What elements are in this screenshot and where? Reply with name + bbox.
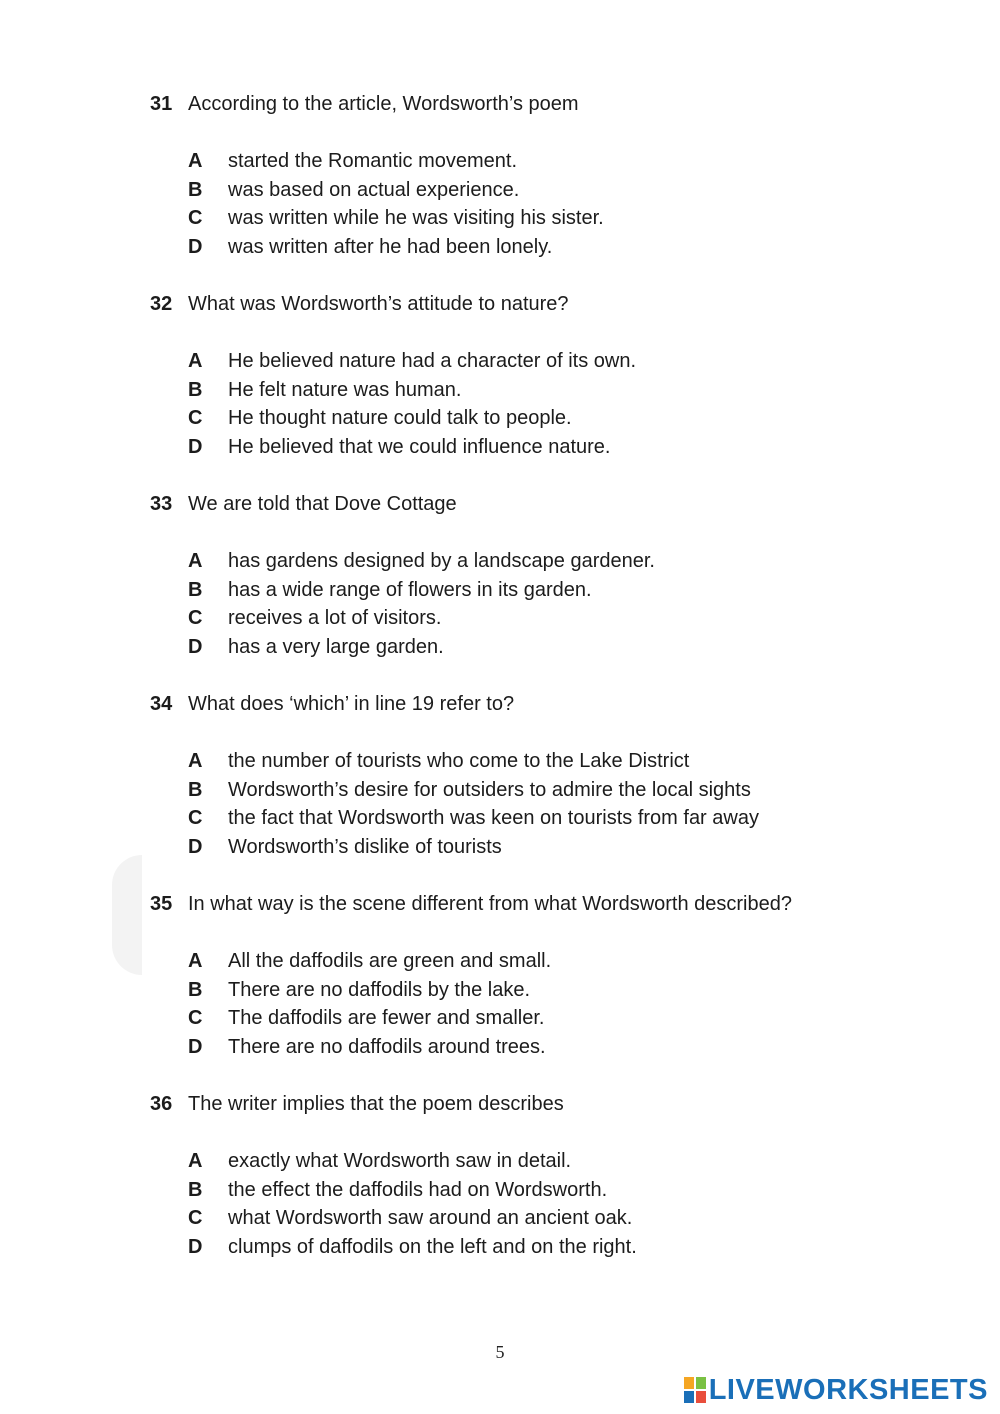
option-letter: B <box>188 978 203 1001</box>
option-b <box>150 377 910 406</box>
option-letter: B <box>188 1178 203 1201</box>
option-b <box>150 177 910 206</box>
option-letter: D <box>188 1035 203 1058</box>
option-text: Wordsworth’s desire for outsiders to admire the local sights <box>228 778 751 801</box>
option-text: clumps of daffodils on the left and on the right. <box>228 1235 637 1258</box>
option-text: He believed that we could influence nature. <box>228 435 611 458</box>
option-d <box>150 434 910 463</box>
question-stem <box>150 691 910 717</box>
option-a <box>150 348 910 377</box>
question-stem <box>150 1091 910 1117</box>
brand-name: LIVEWORKSHEETS <box>708 1373 988 1406</box>
question-stem <box>150 91 910 117</box>
option-d <box>150 834 910 863</box>
option-b <box>150 977 910 1006</box>
page-number: 5 <box>495 1342 505 1362</box>
option-text: The daffodils are fewer and smaller. <box>228 1007 545 1030</box>
option-letter: C <box>188 1207 203 1230</box>
question-text: In what way is the scene different from what Wordsworth described? <box>188 893 792 915</box>
option-letter: A <box>188 550 203 572</box>
option-letter: D <box>188 835 203 858</box>
option-text: started the Romantic movement. <box>228 150 518 172</box>
option-letter: B <box>188 378 203 401</box>
question-number: 34 <box>150 693 173 715</box>
liveworksheets-logo-icon <box>684 1377 706 1403</box>
option-letter: C <box>188 1007 203 1030</box>
question-36 <box>150 1091 910 1262</box>
question-stem <box>150 491 910 517</box>
question-32 <box>150 291 910 462</box>
question-number: 33 <box>150 493 173 515</box>
option-letter: D <box>188 235 203 258</box>
question-number: 31 <box>150 93 173 115</box>
option-b <box>150 1177 910 1206</box>
option-text: has a wide range of flowers in its garden. <box>228 578 592 601</box>
question-text: What does ‘which’ in line 19 refer to? <box>188 693 515 715</box>
option-letter: C <box>188 207 203 230</box>
option-text: All the daffodils are green and small. <box>228 950 552 972</box>
option-c <box>150 1005 910 1034</box>
question-33 <box>150 491 910 662</box>
question-number: 32 <box>150 293 173 315</box>
option-text: There are no daffodils around trees. <box>228 1035 546 1058</box>
option-letter: A <box>188 350 203 372</box>
option-text: receives a lot of visitors. <box>228 607 442 630</box>
question-text: The writer implies that the poem describes <box>188 1093 564 1115</box>
option-letter: A <box>188 150 203 172</box>
scan-shadow <box>112 855 142 975</box>
question-31 <box>150 91 910 262</box>
option-text: He felt nature was human. <box>228 378 462 401</box>
option-c <box>150 805 910 834</box>
option-list <box>150 148 910 262</box>
question-number: 36 <box>150 1093 173 1115</box>
option-d <box>150 634 910 663</box>
option-list <box>150 948 910 1062</box>
option-text: what Wordsworth saw around an ancient oak. <box>228 1207 633 1230</box>
option-letter: A <box>188 1150 203 1172</box>
question-text: We are told that Dove Cottage <box>188 493 457 515</box>
option-d <box>150 1034 910 1063</box>
option-letter: C <box>188 407 203 430</box>
option-c <box>150 605 910 634</box>
option-letter: B <box>188 778 203 801</box>
option-letter: C <box>188 807 203 830</box>
option-text: was written after he had been lonely. <box>228 235 553 258</box>
option-b <box>150 577 910 606</box>
option-letter: D <box>188 635 203 658</box>
question-text: According to the article, Wordsworth’s poem <box>188 93 579 115</box>
option-letter: B <box>188 578 203 601</box>
option-text: Wordsworth’s dislike of tourists <box>228 835 502 858</box>
option-d <box>150 1234 910 1263</box>
option-a <box>150 948 910 977</box>
option-text: He believed nature had a character of its own. <box>228 350 637 372</box>
option-a <box>150 748 910 777</box>
option-list <box>150 1148 910 1262</box>
option-a <box>150 548 910 577</box>
option-text: was based on actual experience. <box>228 178 520 201</box>
option-letter: C <box>188 607 203 630</box>
question-35 <box>150 891 910 1062</box>
option-a <box>150 1148 910 1177</box>
option-letter: A <box>188 950 203 972</box>
option-list <box>150 348 910 462</box>
option-text: He thought nature could talk to people. <box>228 407 572 430</box>
liveworksheets-brand[interactable] <box>684 1372 988 1408</box>
option-letter: D <box>188 435 203 458</box>
question-stem <box>150 291 910 317</box>
option-a <box>150 148 910 177</box>
option-text: the fact that Wordsworth was keen on tourists from far away <box>228 807 759 830</box>
option-d <box>150 234 910 263</box>
option-text: the number of tourists who come to the Lake District <box>228 750 690 772</box>
option-text: was written while he was visiting his sister. <box>228 207 604 230</box>
option-c <box>150 405 910 434</box>
option-list <box>150 548 910 662</box>
question-stem <box>150 891 910 917</box>
option-text: has gardens designed by a landscape gardener. <box>228 550 655 572</box>
option-c <box>150 1205 910 1234</box>
option-letter: B <box>188 178 203 201</box>
question-text: What was Wordsworth’s attitude to nature? <box>188 293 569 315</box>
option-text: There are no daffodils by the lake. <box>228 978 531 1001</box>
option-text: has a very large garden. <box>228 635 444 658</box>
option-letter: A <box>188 750 203 772</box>
question-number: 35 <box>150 893 173 915</box>
option-b <box>150 777 910 806</box>
option-text: the effect the daffodils had on Wordsworth. <box>228 1178 608 1201</box>
option-text: exactly what Wordsworth saw in detail. <box>228 1150 572 1172</box>
option-letter: D <box>188 1235 203 1258</box>
option-c <box>150 205 910 234</box>
option-list <box>150 748 910 862</box>
question-34 <box>150 691 910 862</box>
